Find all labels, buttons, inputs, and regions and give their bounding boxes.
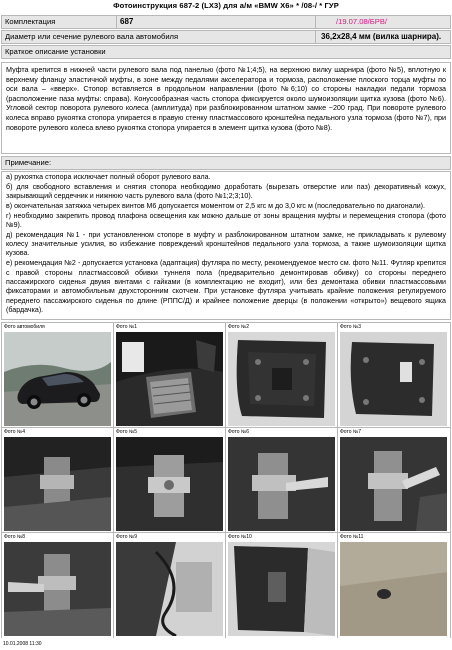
photo-label: Фото №8 [4,534,26,540]
photo-label: Фото №2 [228,324,250,330]
kit-value: 687 [120,17,134,26]
kit-date-author [316,16,450,28]
photo-9 [114,533,226,638]
note-item: б) для свободного вставления и снятия стопора необходимо доработать (вырезать отверстие или паз) декоративный кожух, закрывающий сердечник и нижнюю часть рулевого вала (фото №1;2;3;10). [6,182,446,201]
photo-1-image [116,332,223,426]
footer-timestamp: 10.01.2008 11:30 [3,641,42,647]
photo-9-image [116,542,223,636]
shaft-value: 36,2х28,4 мм (вилка шарнира). [321,32,442,41]
photo-10-image [228,542,335,636]
note-item: а) рукоятка стопора исключает полный оборот рулевого вала. [6,173,211,181]
photo-10 [226,533,338,638]
photo-6 [226,428,338,533]
notes-list [2,172,450,317]
description-box [1,62,451,154]
note-item: е) рекомендация №2 - допускается установка (адаптация) футляра по месту, рекомендуемое место см. фото №11. Футляр крепится с правой стороны пластмассовой обивки туннеля пола (предварительно демонтировав обивку) со стороны переднего пассажирского сиденья двумя винтами с гайками (в комплектацию не входит), или без демонтажа обивки пластмассовыми фиксаторами и автомобильным двухсторонним скотчем. При установке футляра учитывать крайние положения регулируемого переднего пассажирского сиденья по длине (РППС/Д) и крайнее положение дверцы (в положении «открыто») вещевого ящика (бардачка). [6,259,446,315]
photo-label: Фото №6 [228,429,250,435]
photo-11-image [340,542,447,636]
photo-7-image [340,437,447,531]
shaft-label: Диаметр или сечение рулевого вала автомобиля [5,32,179,41]
photo-8-image [4,542,111,636]
photo-2 [226,323,338,428]
photo-4-image [4,437,111,531]
notes-heading-row [1,156,451,170]
description-heading: Краткое описание установки [5,47,106,56]
photo-label: Фото №9 [116,534,138,540]
note-item: д) рекомендация №1 - при установленном стопоре в муфту и разблокированном штатном замке, не прикладывать к рулевому колесу значительные усилия, во избежание повреждений кронштейнов педального узла тормоза, а также шумоизоляции щитка кузова. [6,230,446,258]
car-photo-image [4,332,111,426]
photo-3 [338,323,450,428]
notes-heading: Примечание: [5,158,52,167]
note-item: г) необходимо закрепить провод плафона освещения как можно дальше от зоны вращения муфты и перемещения стопора (фото №9). [6,211,446,229]
notes-box [1,171,451,320]
description-text: Муфта крепится в нижней части рулевого вала под панелью (фото №1;4;5), на верхнюю вилку шарнира (фото №5), вплотную к верхнему фланцу эластичной муфты, в зоне между педалями акселератора и тормоза, расположение плоского торца муфты по оси вала – «вверх». Стопор вставляется в продольном направлении (фото №6;10) со стороны накладки педали тормоза (расположение паза муфты: справа). Конусообразная часть стопора фиксируется около шумоизоляции щитка кузова (фото №6). Угловой сектор поворота рулевого колеса (амплитуда) при разблокированном штатном замке ~200 град. При повороте рулевого колеса вправо рукоятка стопора упирается в правую стенку пластмассового кронштейна педального узла тормоза (фото №7), при повороте рулевого колеса влево рукоятка стопора упирается в элемент щитка кузова (фото №8). [6,65,446,132]
photo-label: Фото №7 [340,429,362,435]
description-heading-row [1,45,451,59]
photo-6-image [228,437,335,531]
kit-author: БРВ/ [369,17,388,26]
photo-3-image [340,332,447,426]
photo-7 [338,428,450,533]
photo-label: Фото автомобиля [4,324,45,330]
photo-1 [114,323,226,428]
photo-grid [1,322,451,638]
photo-label: Фото №11 [340,534,364,540]
photo-label: Фото №4 [4,429,26,435]
photo-label: Фото №1 [116,324,138,330]
photo-label: Фото №3 [340,324,362,330]
photo-car [2,323,114,428]
kit-label: Комплектация [5,17,56,26]
document-title: Фотоинструкция 687-2 (LX3) для а/м «BMW X6» * /08-/ * ГУР [113,1,339,10]
photo-11 [338,533,450,638]
kit-date: /19.07.08/ [336,17,370,26]
shaft-row [1,30,451,44]
photo-label: Фото №10 [228,534,252,540]
photo-label: Фото №5 [116,429,138,435]
photo-5 [114,428,226,533]
photo-2-image [228,332,335,426]
note-item: в) окончательная затяжка четырех винтов М6 допускается моментом от 2,5 кгс м до 3,0 кгс м (последовательно по диагонали). [6,201,426,210]
photo-4 [2,428,114,533]
photo-5-image [116,437,223,531]
kit-row [1,15,451,29]
photo-8 [2,533,114,638]
